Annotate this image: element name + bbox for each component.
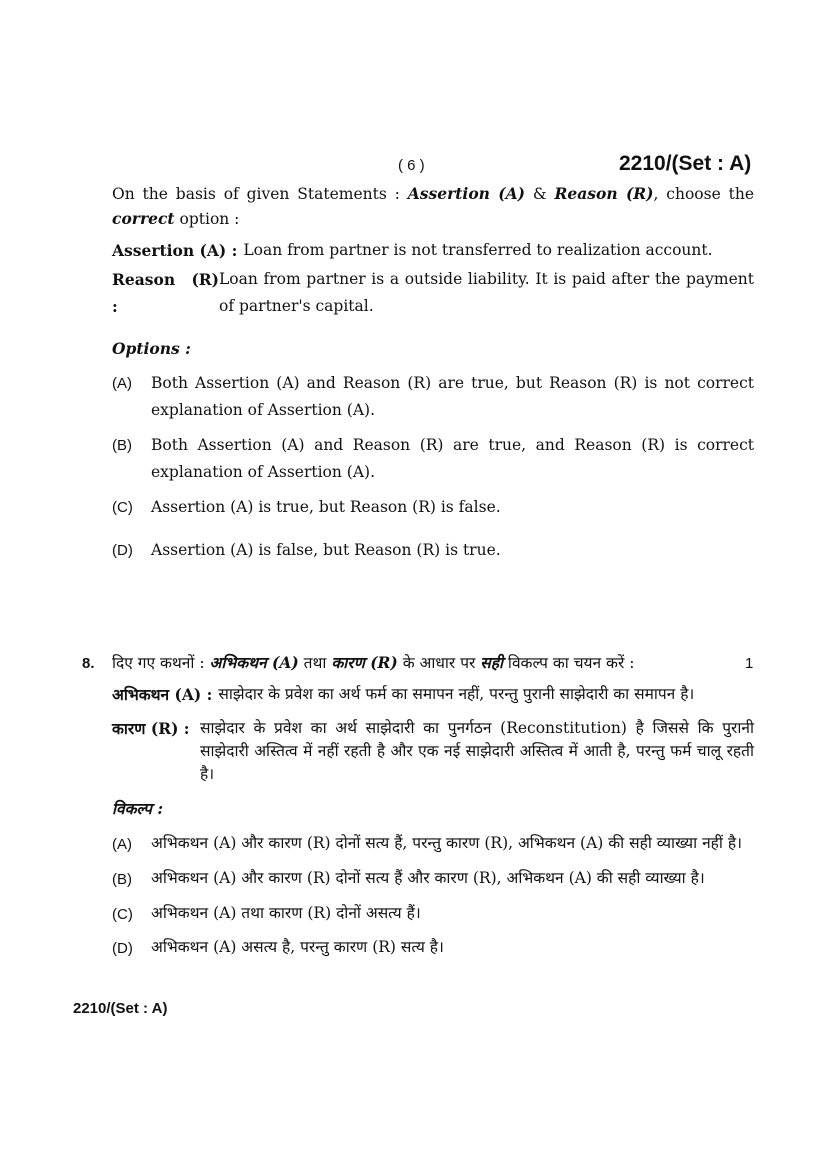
q7-intro-reason: Reason (R) <box>554 184 654 203</box>
q7-option-d-text: Assertion (A) is false, but Reason (R) is true. <box>151 541 501 559</box>
q7-option-a-letter: (A) <box>112 375 132 392</box>
q7-option-b-letter: (B) <box>112 437 132 454</box>
q7-intro-assertion: Assertion (A) <box>407 184 525 203</box>
q8-intro-mid2: के आधार पर <box>397 654 481 672</box>
q7-assertion-text: Loan from partner is not transferred to realization account. <box>243 241 713 259</box>
q8-intro-mid: तथा <box>298 654 332 672</box>
q8-marks: 1 <box>745 655 754 672</box>
q8-intro <box>112 651 732 675</box>
q7-assertion-label: Assertion (A) : <box>112 241 238 260</box>
page-number: ( 6 ) <box>398 157 425 174</box>
q7-option-a-text: Both Assertion (A) and Reason (R) are true, but Reason (R) is not correct explanation of Assertion (A). <box>151 374 754 419</box>
q7-option-c-letter: (C) <box>112 499 133 516</box>
q8-option-a-text: अभिकथन (A) और कारण (R) दोनों सत्य हैं, परन्तु कारण (R), अभिकथन (A) की सही व्याख्या नहीं है। <box>151 834 742 852</box>
q8-assertion-text: साझेदार के प्रवेश का अर्थ फर्म का समापन नहीं, परन्तु पुरानी साझेदारी का समापन है। <box>218 685 695 703</box>
q7-option-d-letter: (D) <box>112 542 133 559</box>
q7-reason-label: Reason (R) : <box>112 270 219 316</box>
q7-intro-correct: correct <box>112 209 175 228</box>
q7-intro-amp: & <box>524 185 555 203</box>
q8-options-heading: विकल्प : <box>112 799 164 818</box>
q8-intro-correct: सही <box>480 653 503 672</box>
q8-option-b-letter: (B) <box>112 871 132 888</box>
q7-reason-text: Loan from partner is a outside liability. It is paid after the payment of partner's capital. <box>219 270 754 315</box>
q8-option-c-text: अभिकथन (A) तथा कारण (R) दोनों असत्य हैं। <box>151 904 421 922</box>
q8-reason-text: साझेदार के प्रवेश का अर्थ साझेदारी का पुनर्गठन (Reconstitution) है जिससे कि पुरानी साझेदारी अस्तित्व में नहीं रहती है और एक नई साझेदारी अस्तित्व में आती है, परन्तु फर्म चालू रहती है। <box>200 719 754 783</box>
set-code-header: 2210/(Set : A) <box>619 152 752 175</box>
q7-option-b-text: Both Assertion (A) and Reason (R) are true, and Reason (R) is correct explanation of Assertion (A). <box>151 436 754 481</box>
q7-option-c-text: Assertion (A) is true, but Reason (R) is false. <box>151 498 501 516</box>
q8-option-d-letter: (D) <box>112 940 133 957</box>
q7-intro-end: option : <box>174 210 240 228</box>
q7-options-heading: Options : <box>112 339 191 358</box>
q8-assertion-label: अभिकथन (A) : <box>112 685 213 704</box>
q7-assertion <box>112 238 754 263</box>
set-code-footer: 2210/(Set : A) <box>73 1000 168 1017</box>
q8-option-a-letter: (A) <box>112 836 132 853</box>
q8-intro-reason: कारण (R) <box>331 653 398 672</box>
q7-intro-line2 <box>112 206 754 232</box>
q8-reason-label: कारण (R) : <box>112 719 190 738</box>
q8-option-c-letter: (C) <box>112 906 133 923</box>
q8-intro-end: विकल्प का चयन करें : <box>503 654 635 672</box>
q7-reason <box>112 266 754 320</box>
q7-intro-suffix: , choose the <box>653 185 755 203</box>
q8-option-d-text: अभिकथन (A) असत्य है, परन्तु कारण (R) सत्य है। <box>151 938 444 956</box>
q8-intro-assertion: अभिकथन (A) <box>209 653 299 672</box>
q8-number: 8. <box>82 655 95 672</box>
q8-option-b-text: अभिकथन (A) और कारण (R) दोनों सत्य हैं और कारण (R), अभिकथन (A) की सही व्याख्या है। <box>151 869 705 887</box>
q8-reason <box>112 717 754 786</box>
q7-intro-prefix: On the basis of given Statements : <box>112 185 408 203</box>
q8-assertion <box>112 683 757 706</box>
q7-intro <box>112 181 754 207</box>
q8-intro-prefix: दिए गए कथनों : <box>112 654 210 672</box>
